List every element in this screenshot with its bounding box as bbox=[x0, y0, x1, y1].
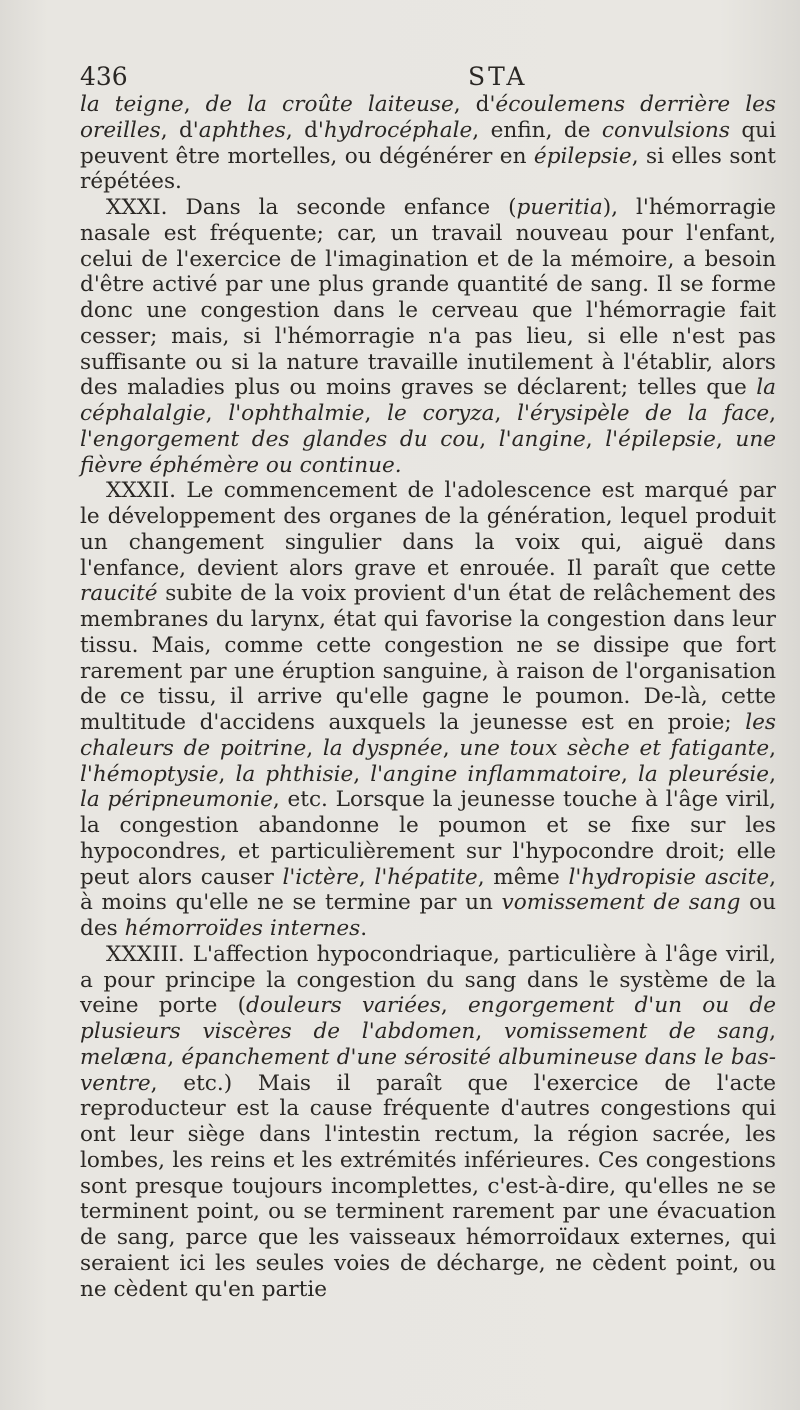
italic-text: l'érysipèle de la face bbox=[517, 401, 770, 426]
text-run: , bbox=[440, 993, 468, 1019]
italic-text: l'hydropisie ascite bbox=[568, 864, 770, 890]
italic-text: raucité bbox=[80, 581, 158, 607]
paragraph-xxxiii bbox=[80, 942, 776, 1303]
text-run: , à moins qu'elle ne se termine par un bbox=[80, 864, 776, 916]
text-run: , bbox=[715, 426, 736, 452]
text-run: . bbox=[360, 916, 368, 941]
text-run: , bbox=[442, 735, 460, 761]
text-run: , bbox=[620, 761, 638, 787]
text-run: , bbox=[205, 401, 229, 426]
italic-text: le coryza bbox=[387, 401, 495, 426]
text-run: , bbox=[769, 401, 776, 426]
text-run: , etc.) Mais il paraît que l'exercice de l'acte reproducteur est la cause fréquente d'autres congestions qui ont leur siège dans l'intestin rectum, la région sacrée, les lombes, les reins et les extrémités inférieures. Ces congestions sont presque toujours incomplettes, c'est-à-dire, qu'elles ne se terminent point, ou se terminent rarement par une évacuation de sang, parce que les vaisseaux hémorroïdaux externes, qui seraient ici les seules voies de décharge, ne cèdent point, ou ne cèdent qu'en partie bbox=[80, 1070, 776, 1302]
italic-text: la dyspnée bbox=[322, 735, 443, 761]
text-run: , bbox=[167, 1044, 182, 1070]
text-run: , bbox=[769, 761, 776, 787]
italic-text: l'hépatite bbox=[374, 864, 478, 890]
italic-text: de la croûte laiteuse bbox=[205, 92, 454, 117]
italic-text: aphthes bbox=[198, 117, 286, 143]
italic-text: l'ophthalmie bbox=[228, 401, 365, 426]
text-run: , bbox=[218, 761, 236, 787]
page-number: 436 bbox=[80, 62, 128, 91]
text-run: , bbox=[585, 426, 606, 452]
italic-text: écoulemens derrière les oreilles bbox=[80, 92, 776, 143]
text-run: , etc. Lorsque la jeunesse touche à l'âge viril, la congestion abandonne le poumon et se fixe sur les hypocondres, et particulièrement sur l'hypocondre droit; elle peut alors causer bbox=[80, 787, 776, 890]
italic-text: l'engorgement des glandes du cou bbox=[80, 426, 480, 452]
text-run: , bbox=[353, 761, 371, 787]
text-run: , bbox=[494, 401, 518, 426]
italic-text: l'ictère bbox=[282, 864, 359, 890]
italic-text: vomissement de sang bbox=[503, 1019, 770, 1044]
italic-text: une toux sèche et fatigante bbox=[459, 735, 770, 761]
text-run: qui peuvent être mortelles, ou dégénérer en bbox=[80, 117, 776, 169]
text-run: , bbox=[364, 401, 388, 426]
text-run: , enfin, de bbox=[472, 117, 602, 143]
italic-text: la céphalalgie bbox=[80, 375, 776, 426]
italic-text: douleurs variées bbox=[246, 993, 441, 1019]
italic-text: vomissement de sang bbox=[501, 890, 741, 916]
italic-text: convulsions bbox=[601, 117, 730, 143]
text-run: , d' bbox=[453, 92, 496, 117]
italic-text: la péripneumonie bbox=[80, 787, 273, 813]
italic-text: l'épilepsie bbox=[605, 426, 716, 452]
body-text bbox=[80, 92, 776, 1302]
page-header bbox=[80, 62, 744, 94]
text-run: , si elles sont répétées. bbox=[80, 143, 776, 195]
text-run: , bbox=[306, 735, 323, 761]
text-run: , d' bbox=[160, 117, 199, 143]
italic-text: hémorroïdes internes bbox=[124, 916, 361, 941]
text-run: , bbox=[475, 1019, 504, 1044]
text-run: , bbox=[358, 864, 375, 890]
text-run: XXXI. Dans la seconde enfance ( bbox=[106, 195, 517, 220]
paragraph-xxxi bbox=[80, 195, 776, 478]
text-run: XXXIII. L'affection hypocondriaque, particulière à l'âge viril, a pour principe la congestion du sang dans le système de la veine porte ( bbox=[80, 941, 776, 1019]
italic-text: la teigne bbox=[80, 92, 184, 117]
italic-text: la pleurésie bbox=[637, 761, 770, 787]
italic-text: hydrocéphale bbox=[323, 117, 473, 143]
paragraph-continued bbox=[80, 92, 776, 195]
italic-text: melæna bbox=[80, 1044, 168, 1070]
text-run: XXXII. Le commencement de l'adolescence est marqué par le développement des organes de la génération, lequel produit un changement singulier dans la voix qui, aiguë dans l'enfance, devient alors grave et enrouée. Il paraît que cette bbox=[80, 478, 776, 581]
text-run: subite de la voix provient d'un état de relâchement des membranes du larynx, état qui favorise la congestion dans leur tissu. Mais, comme cette congestion ne se dissipe que fort rarement par une éruption sanguine, à raison de l'organisation de ce tissu, il arrive qu'elle gagne le poumon. De-là, cette multitude d'accidens auxquels la jeunesse est en proie; bbox=[80, 581, 776, 735]
italic-text: les chaleurs de poitrine bbox=[80, 710, 776, 761]
italic-text: l'angine inflammatoire bbox=[370, 761, 621, 787]
italic-text: engorgement d'un ou de plusieurs viscères de l'abdomen bbox=[80, 993, 776, 1044]
italic-text: épanchement d'une sérosité albumineuse dans le bas-ventre bbox=[80, 1044, 776, 1096]
text-run: ou des bbox=[80, 890, 776, 941]
text-run: , bbox=[769, 735, 777, 761]
italic-text: épilepsie bbox=[533, 143, 632, 169]
italic-text: pueritia bbox=[516, 195, 603, 220]
text-run: , même bbox=[477, 864, 569, 890]
text-run: , bbox=[479, 426, 499, 452]
italic-text: une fièvre éphémère ou continue. bbox=[80, 426, 777, 478]
italic-text: l'angine bbox=[498, 426, 586, 452]
italic-text: l'hémoptysie bbox=[80, 761, 219, 787]
text-run: , bbox=[183, 92, 206, 117]
text-run: , bbox=[769, 1019, 776, 1044]
paragraph-xxxii bbox=[80, 478, 776, 942]
italic-text: la phthisie bbox=[235, 761, 354, 787]
running-head: STA bbox=[468, 62, 528, 91]
text-run: , d' bbox=[285, 117, 324, 143]
text-run: ), l'hémorragie nasale est fréquente; car, un travail nouveau pour l'enfant, celui de l'exercice de l'imagination et de la mémoire, a besoin d'être activé par une plus grande quantité de sang. Il se forme donc une congestion dans le cerveau que l'hémorragie fait cesser; mais, si l'hémorragie n'a pas lieu, si elle n'est pas suffisante ou si la nature travaille inutilement à l'établir, alors des maladies plus ou moins graves se déclarent; telles que bbox=[80, 195, 777, 401]
